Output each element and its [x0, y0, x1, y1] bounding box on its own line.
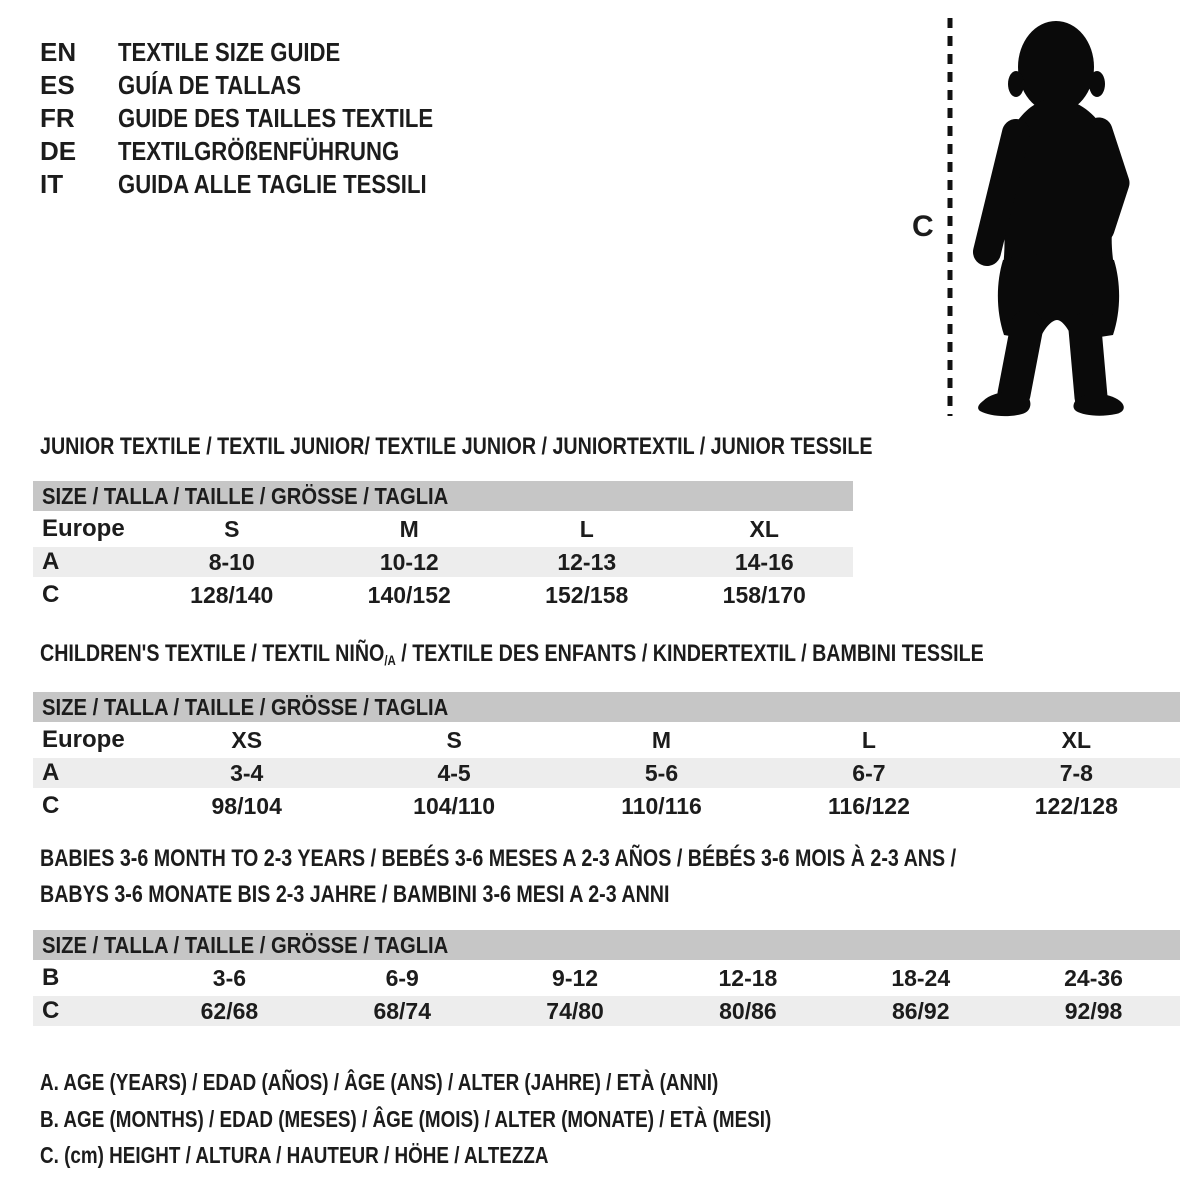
- height-dashed-line: [945, 16, 955, 418]
- legend-age-years: [40, 1069, 867, 1096]
- height-cell: 92/98: [1064, 997, 1123, 1024]
- children-heading-text: [40, 640, 984, 668]
- height-cell: 128/140: [190, 581, 274, 608]
- age-cell: 6-7: [852, 759, 886, 786]
- children-size-table: [33, 692, 1180, 821]
- size-cell: L: [861, 726, 876, 753]
- age-cell: 5-6: [644, 759, 679, 786]
- language-code: IT: [40, 169, 64, 199]
- language-title: GUÍA DE TALLAS: [118, 70, 301, 100]
- children-section-heading: [40, 640, 1191, 668]
- language-row: [40, 135, 489, 168]
- language-row: [40, 36, 489, 69]
- toddler-silhouette-icon: [963, 20, 1139, 420]
- age-cell: 12-13: [557, 548, 617, 575]
- size-cell: XL: [1061, 726, 1092, 753]
- language-row: [40, 168, 489, 201]
- size-header-label: SIZE / TALLA / TAILLE / GRÖSSE / TAGLIA: [42, 482, 449, 509]
- age-cell: 8-10: [208, 548, 255, 575]
- table-row-europe: [33, 514, 853, 544]
- row-label: C: [42, 997, 60, 1024]
- children-heading-subscript: /A: [384, 652, 396, 668]
- size-header-bar: [33, 481, 853, 511]
- language-row: [40, 69, 489, 102]
- language-title-list: [40, 36, 489, 201]
- table-row-europe: [33, 725, 1180, 755]
- table-row-height: [33, 791, 1180, 821]
- height-cell: 98/104: [211, 792, 282, 819]
- age-cell: 24-36: [1064, 964, 1123, 991]
- size-cell: S: [446, 726, 462, 753]
- children-heading-suffix: / TEXTILE DES ENFANTS / KINDERTEXTIL / BAMBINI TESSILE: [395, 640, 984, 667]
- height-cell: 74/80: [546, 997, 604, 1024]
- language-code: DE: [40, 136, 77, 166]
- height-cell: 86/92: [891, 997, 950, 1024]
- height-cell: 104/110: [413, 792, 496, 819]
- table-row-age-months: [33, 963, 1180, 993]
- legend-height-cm-text: C. (cm) HEIGHT / ALTURA / HAUTEUR / HÖHE / ALTEZZA: [40, 1142, 549, 1168]
- language-title: GUIDE DES TAILLES TEXTILE: [118, 103, 434, 133]
- row-label: C: [42, 581, 60, 608]
- height-cell: 158/170: [722, 581, 806, 608]
- size-header-bar: [33, 692, 1180, 722]
- table-row-age: [33, 547, 853, 577]
- height-cell: 68/74: [373, 997, 432, 1024]
- size-header-label: SIZE / TALLA / TAILLE / GRÖSSE / TAGLIA: [42, 931, 449, 958]
- table-row-age: [33, 758, 1180, 788]
- size-cell: M: [399, 515, 419, 542]
- table-row-height: [33, 580, 853, 610]
- legend-age-months: [40, 1106, 932, 1133]
- language-code: EN: [40, 37, 77, 67]
- height-cell: 152/158: [545, 581, 629, 608]
- size-header-label: SIZE / TALLA / TAILLE / GRÖSSE / TAGLIA: [42, 693, 449, 720]
- age-cell: 3-6: [212, 964, 247, 991]
- row-label: A: [42, 759, 60, 786]
- babies-section-heading-line2: [40, 881, 808, 909]
- height-cell: 122/128: [1034, 792, 1118, 819]
- children-heading-prefix: CHILDREN'S TEXTILE / TEXTIL NIÑO: [40, 640, 385, 667]
- language-code: ES: [40, 70, 75, 100]
- language-code: FR: [40, 103, 75, 133]
- babies-heading-text-line1: BABIES 3-6 MONTH TO 2-3 YEARS / BEBÉS 3-6 MESES A 2-3 AÑOS / BÉBÉS 3-6 MOIS À 2-3 ANS /: [40, 845, 957, 872]
- legend-age-months-text: B. AGE (MONTHS) / EDAD (MESES) / ÂGE (MOIS) / ALTER (MONATE) / ETÀ (MESI): [40, 1106, 772, 1132]
- junior-section-heading: [40, 433, 1055, 461]
- row-label: C: [42, 792, 60, 819]
- table-row-height: [33, 996, 1180, 1026]
- size-cell: M: [651, 726, 672, 753]
- age-cell: 3-4: [230, 759, 264, 786]
- row-label: B: [42, 964, 60, 991]
- height-measure-label: C: [912, 210, 934, 243]
- language-title: GUIDA ALLE TAGLIE TESSILI: [118, 169, 427, 199]
- language-title: TEXTILE SIZE GUIDE: [118, 37, 341, 67]
- size-cell: L: [579, 515, 594, 542]
- height-cell: 116/122: [827, 792, 910, 819]
- size-cell: XL: [749, 515, 779, 542]
- height-cell: 140/152: [367, 581, 451, 608]
- age-cell: 4-5: [437, 759, 471, 786]
- legend-age-years-text: A. AGE (YEARS) / EDAD (AÑOS) / ÂGE (ANS) / ALTER (JAHRE) / ETÀ (ANNI): [40, 1069, 719, 1095]
- row-label: Europe: [42, 726, 125, 753]
- babies-section-heading-line1: [40, 845, 1157, 873]
- age-cell: 9-12: [552, 964, 599, 991]
- junior-size-table: [33, 481, 853, 610]
- size-cell: S: [224, 515, 240, 542]
- age-cell: 18-24: [891, 964, 951, 991]
- language-row: [40, 102, 489, 135]
- size-header-bar: [33, 930, 1180, 960]
- height-cell: 110/116: [621, 792, 702, 819]
- language-title: TEXTILGRÖßENFÜHRUNG: [118, 136, 400, 166]
- row-label: A: [42, 548, 60, 575]
- row-label: Europe: [42, 515, 125, 542]
- age-cell: 7-8: [1059, 759, 1093, 786]
- age-cell: 6-9: [385, 964, 419, 991]
- babies-size-table: [33, 930, 1180, 1026]
- height-cell: 62/68: [200, 997, 259, 1024]
- size-cell: XS: [231, 726, 263, 753]
- height-cell: 80/86: [719, 997, 777, 1024]
- age-cell: 12-18: [718, 964, 778, 991]
- junior-heading-text: JUNIOR TEXTILE / TEXTIL JUNIOR/ TEXTILE JUNIOR / JUNIORTEXTIL / JUNIOR TESSILE: [40, 433, 873, 460]
- age-cell: 10-12: [379, 548, 439, 575]
- legend-height-cm: [40, 1142, 660, 1169]
- age-cell: 14-16: [734, 548, 794, 575]
- babies-heading-text-line2: BABYS 3-6 MONATE BIS 2-3 JAHRE / BAMBINI 3-6 MESI A 2-3 ANNI: [40, 881, 670, 908]
